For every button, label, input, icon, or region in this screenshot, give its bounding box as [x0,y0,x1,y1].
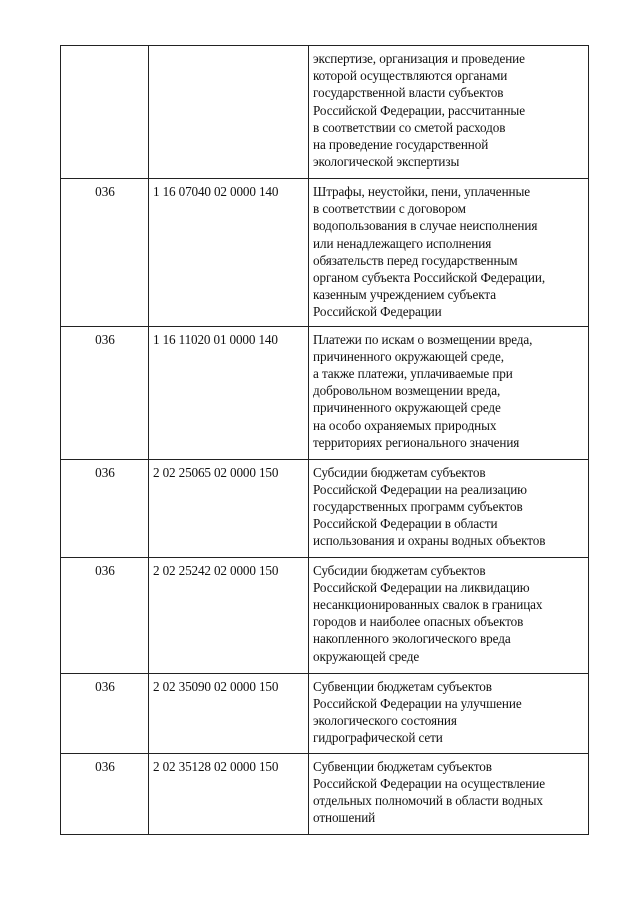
admin-code-cell: 036 [61,459,149,557]
revenue-name-line: Российской Федерации в области [313,516,498,532]
revenue-name-cell [309,459,589,557]
revenue-name-line: Российской Федерации на осуществление [313,775,545,791]
revenue-name-line: в соответствии со сметой расходов [313,119,506,135]
revenue-name-line: отношений [313,810,376,826]
revenue-name-cell [309,326,589,459]
revenue-name-line: использования и охраны водных объектов [313,533,546,549]
budget-code-cell: 2 02 35128 02 0000 150 [149,753,309,834]
revenue-name-cell [309,46,589,179]
budget-code-cell: 1 16 11020 01 0000 140 [149,326,309,459]
revenue-name-line: экспертизе, организация и проведение [313,51,525,66]
revenue-name-line: или ненадлежащего исполнения [313,235,492,251]
revenue-name-line: а также платежи, уплачиваемые при [313,366,513,382]
budget-code-cell: 2 02 35090 02 0000 150 [149,673,309,753]
revenue-name-line: причиненного окружающей среде [313,400,501,416]
revenue-name-line: Субвенции бюджетам субъектов [313,758,492,774]
revenue-name-line: Субсидии бюджетам субъектов [313,562,486,578]
revenue-name-cell [309,753,589,834]
revenue-name-line: окружающей среде [313,648,420,664]
revenue-name-line: Российской Федерации [313,304,442,320]
admin-code-cell: 036 [61,557,149,673]
admin-code-cell: 036 [61,753,149,834]
revenue-name-line: Российской Федерации на улучшение [313,695,522,711]
table-row [61,459,589,557]
revenue-name-line: на особо охраняемых природных [313,417,497,433]
table-row [61,46,589,179]
revenue-name-line: государственных программ субъектов [313,499,523,515]
budget-code-cell: 2 02 25242 02 0000 150 [149,557,309,673]
revenue-name-line: экологического состояния [313,713,457,729]
revenue-name-line: казенным учреждением субъекта [313,287,496,303]
revenue-name-line: экологической экспертизы [313,154,460,170]
revenue-name-line: Субвенции бюджетам субъектов [313,678,492,694]
budget-code-cell: 2 02 25065 02 0000 150 [149,459,309,557]
revenue-name-line: Субсидии бюджетам субъектов [313,464,486,480]
revenue-name-line: на проведение государственной [313,137,489,153]
revenue-name-line: территориях регионального значения [313,434,520,450]
revenue-name-cell [309,673,589,753]
revenue-name-line: несанкционированных свалок в границах [313,597,543,613]
revenue-name-cell [309,179,589,327]
table-row [61,326,589,459]
revenue-name-line: Российской Федерации на ликвидацию [313,579,530,595]
admin-code-cell: 036 [61,673,149,753]
revenue-name-line: Платежи по искам о возмещении вреда, [313,331,533,347]
revenue-name-line: органом субъекта Российской Федерации, [313,270,546,286]
revenue-name-line: причиненного окружающей среде, [313,348,504,364]
table-body [61,46,589,835]
revenue-name-line: Штрафы, неустойки, пени, уплаченные [313,184,530,199]
admin-code-cell [61,46,149,179]
revenue-name-line: гидрографической сети [313,730,443,746]
table-row [61,673,589,753]
revenue-name-line: отдельных полномочий в области водных [313,793,543,809]
admin-code-cell: 036 [61,326,149,459]
budget-codes-table [60,45,589,835]
revenue-name-line: добровольном возмещении вреда, [313,383,501,399]
budget-code-cell: 1 16 07040 02 0000 140 [149,179,309,327]
revenue-name-line: накопленного экологического вреда [313,631,511,647]
revenue-name-line: в соответствии с договором [313,201,466,217]
table-row [61,557,589,673]
revenue-name-cell [309,557,589,673]
revenue-name-line: Российской Федерации, рассчитанные [313,102,525,118]
revenue-name-line: городов и наиболее опасных объектов [313,614,524,630]
table-row [61,179,589,327]
revenue-name-line: водопользования в случае неисполнения [313,218,538,234]
table-row [61,753,589,834]
revenue-name-line: обязательств перед государственным [313,252,518,268]
revenue-name-line: которой осуществляются органами [313,68,508,84]
revenue-name-line: Российской Федерации на реализацию [313,481,527,497]
admin-code-cell: 036 [61,179,149,327]
budget-code-cell [149,46,309,179]
revenue-name-line: государственной власти субъектов [313,85,504,101]
